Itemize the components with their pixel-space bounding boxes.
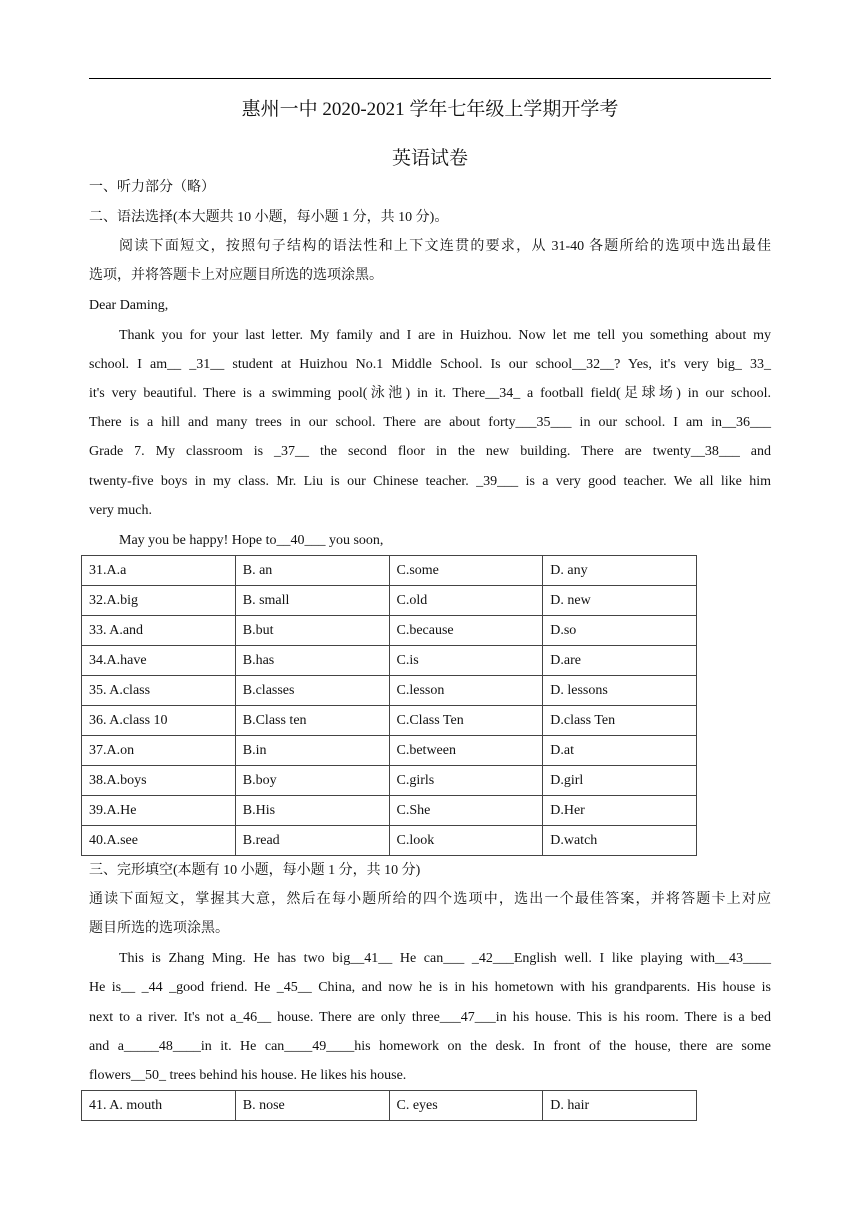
option-cell: B.in — [235, 736, 389, 766]
passage2-line: flowers__50_ trees behind his house. He likes his house. — [89, 1068, 407, 1083]
option-cell: C.lesson — [389, 676, 543, 706]
option-cell: D. new — [543, 586, 697, 616]
option-cell: C.look — [389, 826, 543, 856]
table-row — [82, 556, 697, 586]
section3-instructions-line2: 题目所选的选项涂黑。 — [89, 921, 229, 936]
option-cell: 34.A.have — [82, 646, 236, 676]
option-cell: D. hair — [543, 1091, 697, 1121]
option-cell: C. eyes — [389, 1091, 543, 1121]
grammar-options-table — [81, 555, 697, 856]
passage2-line: and a_____48____in it. He can____49____his homework on the desk. In front of the house, there are some — [89, 1039, 771, 1054]
cloze-options-table — [81, 1090, 697, 1121]
option-cell: D. lessons — [543, 676, 697, 706]
passage2-line: He is__ _44 _good friend. He _45__ China, and now he is in his hometown with his grandparents. His house is — [89, 980, 771, 995]
option-cell: D.are — [543, 646, 697, 676]
section3-instructions-line1: 通读下面短文，掌握其大意，然后在每小题所给的四个选项中，选出一个最佳答案，并将答题卡上对应 — [89, 892, 771, 907]
table-row — [82, 796, 697, 826]
option-cell: C.She — [389, 796, 543, 826]
section2-instructions-line2: 选项，并将答题卡上对应题目所选的选项涂黑。 — [89, 268, 383, 283]
option-cell: D.girl — [543, 766, 697, 796]
passage1-line: There is a hill and many trees in our school. There are about forty___35___ in our school. I am in__36___ — [89, 415, 771, 430]
section2-instructions-line1: 阅读下面短文，按照句子结构的语法性和上下文连贯的要求，从 31-40 各题所给的选项中选出最佳 — [119, 239, 771, 254]
option-cell: C.is — [389, 646, 543, 676]
option-cell: B.has — [235, 646, 389, 676]
passage1-line: it's very beautiful. There is a swimming pool(泳池) in it. There__34_ a football field(足球场) in our school. — [89, 386, 771, 401]
option-cell: 39.A.He — [82, 796, 236, 826]
option-cell: D.Her — [543, 796, 697, 826]
passage1-line: Grade 7. My classroom is _37__ the second floor in the new building. There are twenty__38___ and — [89, 444, 771, 459]
letter-salutation: Dear Daming, — [89, 298, 169, 313]
section3-heading: 三、完形填空(本题有 10 小题，每小题 1 分，共 10 分) — [89, 863, 421, 878]
option-cell: B.read — [235, 826, 389, 856]
option-cell: C.girls — [389, 766, 543, 796]
option-cell: B.Class ten — [235, 706, 389, 736]
option-cell: 33. A.and — [82, 616, 236, 646]
option-cell: B.boy — [235, 766, 389, 796]
table-row — [82, 1091, 697, 1121]
header-rule — [89, 78, 771, 79]
table-row — [82, 646, 697, 676]
option-cell: B. nose — [235, 1091, 389, 1121]
option-cell: 35. A.class — [82, 676, 236, 706]
option-cell: D.at — [543, 736, 697, 766]
option-cell: D.class Ten — [543, 706, 697, 736]
option-cell: D.watch — [543, 826, 697, 856]
exam-title: 惠州一中 2020-2021 学年七年级上学期开学考 — [241, 99, 619, 120]
option-cell: C.Class Ten — [389, 706, 543, 736]
passage1-line: Thank you for your last letter. My family and I are in Huizhou. Now let me tell you something about my — [119, 328, 771, 343]
option-cell: B.classes — [235, 676, 389, 706]
passage1-line: school. I am__ _31__ student at Huizhou No.1 Middle School. Is our school__32__? Yes, it's very big_ 33_ — [89, 357, 771, 372]
option-cell: D. any — [543, 556, 697, 586]
option-cell: 38.A.boys — [82, 766, 236, 796]
table-row — [82, 586, 697, 616]
option-cell: 37.A.on — [82, 736, 236, 766]
table-row — [82, 736, 697, 766]
passage1-line: twenty-five boys in my class. Mr. Liu is our Chinese teacher. _39___ is a very good teacher. We all like him — [89, 474, 771, 489]
table-row — [82, 706, 697, 736]
option-cell: C.between — [389, 736, 543, 766]
option-cell: C.some — [389, 556, 543, 586]
passage2-line: next to a river. It's not a_46__ house. There are only three___47___in his house. This is his room. There is a bed — [89, 1010, 771, 1025]
option-cell: 36. A.class 10 — [82, 706, 236, 736]
option-cell: 32.A.big — [82, 586, 236, 616]
option-cell: 41. A. mouth — [82, 1091, 236, 1121]
table-row — [82, 676, 697, 706]
option-cell: B. an — [235, 556, 389, 586]
table-row — [82, 826, 697, 856]
option-cell: B.His — [235, 796, 389, 826]
option-cell: B.but — [235, 616, 389, 646]
exam-subtitle: 英语试卷 — [391, 148, 468, 169]
option-cell: 31.A.a — [82, 556, 236, 586]
option-cell: B. small — [235, 586, 389, 616]
option-cell: C.old — [389, 586, 543, 616]
table-row — [82, 766, 697, 796]
option-cell: C.because — [389, 616, 543, 646]
letter-closing: May you be happy! Hope to__40___ you soon, — [119, 533, 384, 548]
passage1-line: very much. — [89, 503, 152, 518]
table-row — [82, 616, 697, 646]
passage2-line: This is Zhang Ming. He has two big__41__ He can___ _42___English well. I like playing with__43____ — [119, 951, 771, 966]
section2-heading: 二、语法选择(本大题共 10 小题，每小题 1 分，共 10 分)。 — [89, 210, 449, 225]
option-cell: D.so — [543, 616, 697, 646]
option-cell: 40.A.see — [82, 826, 236, 856]
section1-heading: 一、听力部分（略） — [89, 180, 215, 195]
